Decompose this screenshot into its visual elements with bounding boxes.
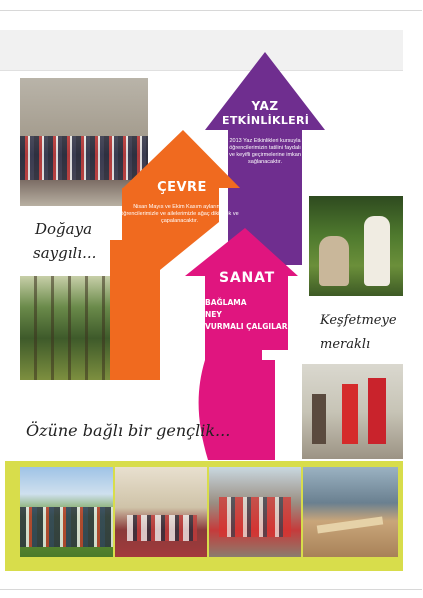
- yaz-title-line2: ETKİNLİKLERİ: [222, 114, 310, 127]
- sanat-item: VURMALI ÇALGILAR: [205, 322, 288, 331]
- cevre-description: Nisan Mayıs ve Ekim Kasım aylarında öğrencilerimizle ve ailelerimizle ağaç dikilerek ve çapalanacaktır.: [120, 204, 239, 224]
- saygili-text: saygılı...: [33, 244, 97, 262]
- merakli-text: meraklı: [320, 337, 371, 352]
- sanat-title: SANAT: [219, 270, 275, 286]
- ozune-text: Özüne bağlı bir gençlik...: [26, 421, 231, 440]
- yaz-title-line1: YAZ: [251, 99, 279, 113]
- cevre-title: ÇEVRE: [157, 180, 207, 195]
- kesfetmeye-text: Keşfetmeye: [320, 313, 397, 328]
- yaz-description: 2013 Yaz Etkinlikleri kursuyla öğrencilerimizin tatilini faydalı ve keyifli geçirmelerine imkan sağlanacaktır.: [229, 138, 301, 165]
- dogaya-text: Doğaya: [35, 220, 93, 238]
- sanat-item: NEY: [205, 310, 222, 319]
- sanat-list: [205, 297, 295, 333]
- sanat-item: BAĞLAMA: [205, 298, 247, 307]
